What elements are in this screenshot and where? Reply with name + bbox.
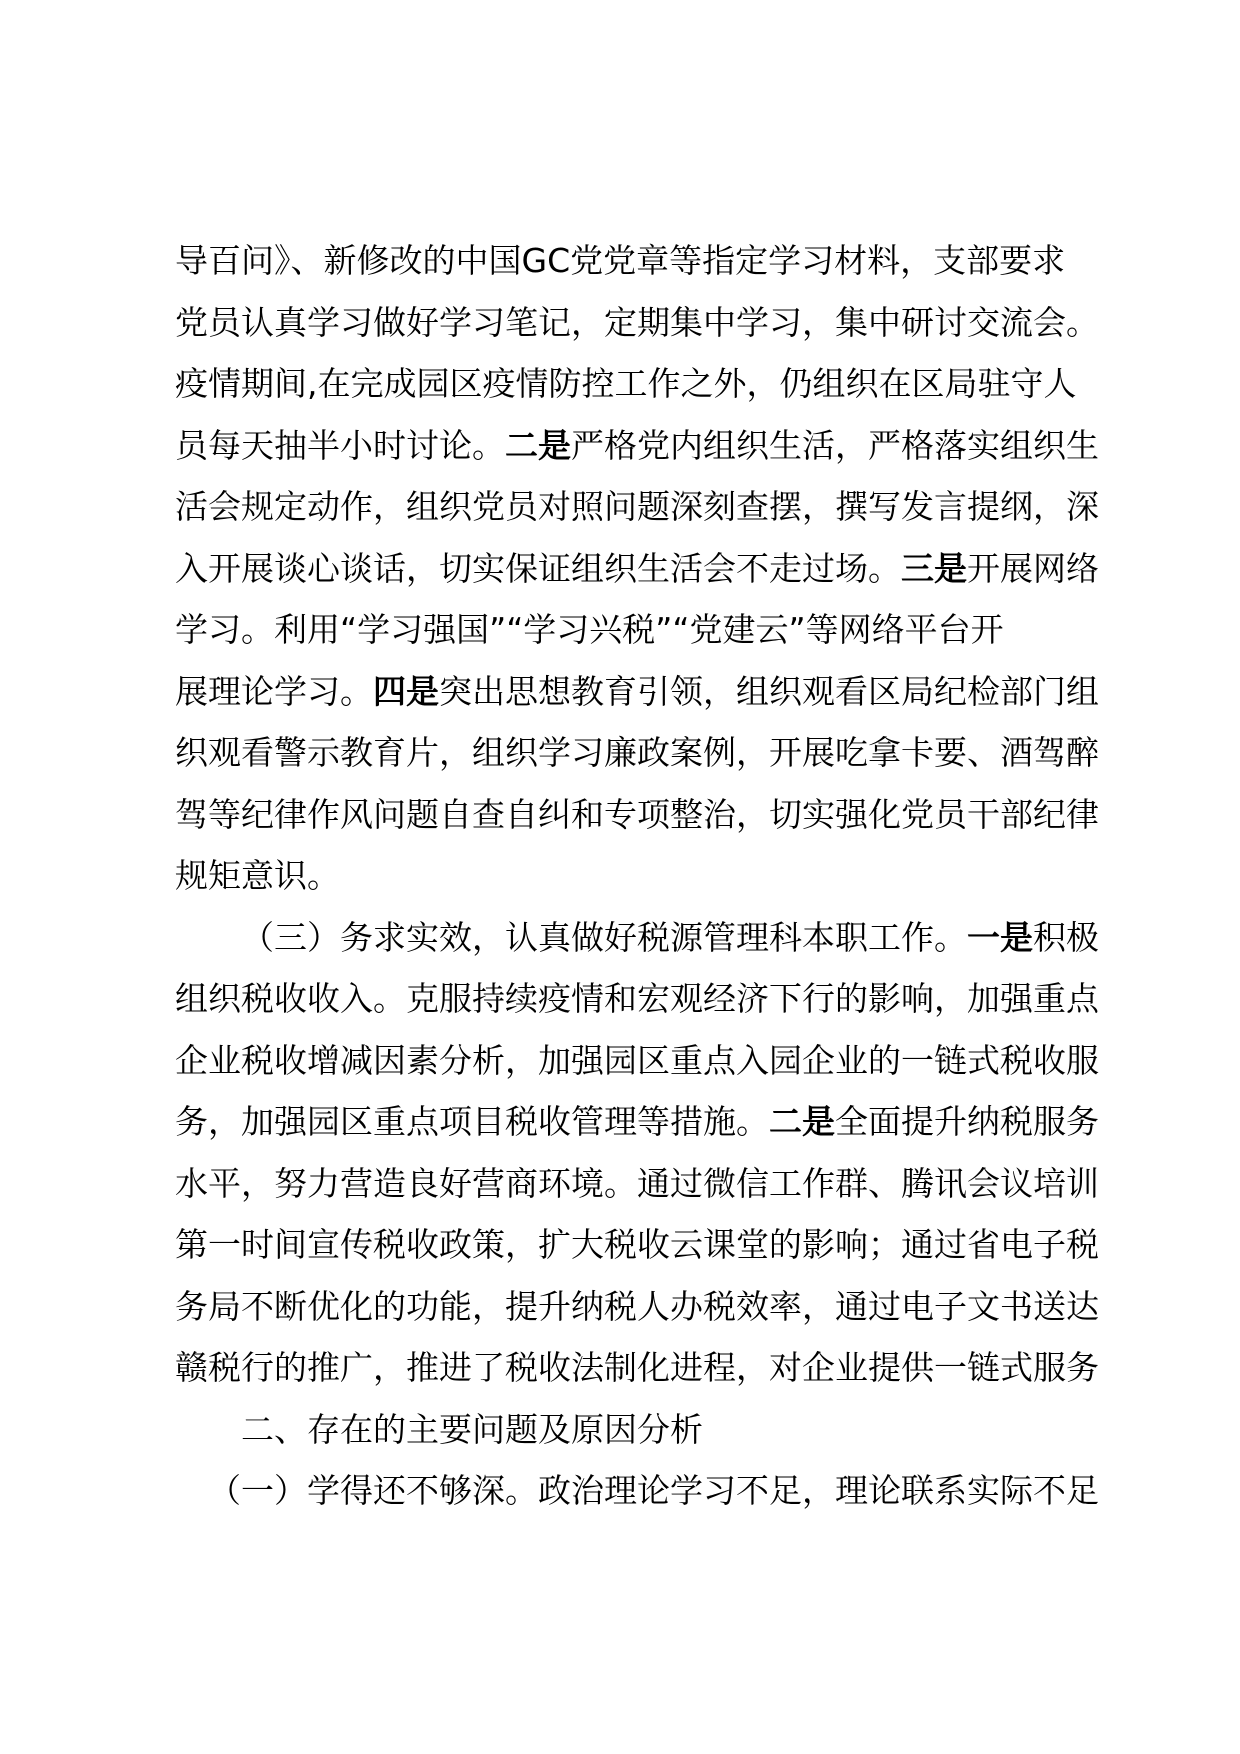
text-segment: 展理论学习。 [175, 671, 373, 711]
text-line [175, 845, 1105, 907]
text-line [175, 599, 1105, 661]
text-line [175, 1030, 1105, 1092]
text-line [175, 722, 1105, 784]
text-line [175, 476, 1105, 538]
text-segment: 导百问》、新修改的中国GC党党章等指定学习材料，支部要求 [175, 241, 1066, 280]
text-line [175, 1153, 1105, 1215]
text-line [175, 1337, 1105, 1399]
text-segment: 积极 [1033, 917, 1099, 957]
text-segment: 入开展谈心谈话，切实保证组织生活会不走过场。 [175, 548, 901, 588]
bold-lead-phrase: 三是 [901, 548, 967, 588]
text-line [175, 1460, 1105, 1522]
text-segment: 织观看警示教育片，组织学习廉政案例，开展吃拿卡要、酒驾醉 [175, 733, 1099, 772]
bold-lead-phrase: 二是 [769, 1102, 835, 1141]
text-segment: 第一时间宣传税收政策，扩大税收云课堂的影响；通过省电子税 [175, 1225, 1099, 1264]
text-segment: 组织税收收入。克服持续疫情和宏观经济下行的影响，加强重点 [175, 979, 1099, 1018]
text-segment: 疫情期间,在完成园区疫情防控工作之外，仍组织在区局驻守人 [175, 364, 1077, 403]
text-segment: 全面提升纳税服务 [835, 1102, 1099, 1141]
text-line [175, 1091, 1105, 1153]
text-line [175, 1276, 1105, 1338]
bold-lead-phrase: 一是 [967, 917, 1033, 957]
text-segment: 活会规定动作，组织党员对照问题深刻查摆，撰写发言提纲，深 [175, 487, 1099, 526]
text-segment: 驾等纪律作风问题自查自纠和专项整治，切实强化党员干部纪律 [175, 794, 1099, 834]
text-segment: 学习。利用“学习强国”“学习兴税”“党建云”等网络平台开 [175, 610, 1004, 649]
text-segment: 规矩意识。 [175, 856, 340, 895]
text-line [175, 292, 1105, 354]
text-line [175, 230, 1105, 292]
text-line [175, 661, 1105, 723]
text-segment: 员每天抽半小时讨论。 [175, 425, 505, 465]
text-line [175, 353, 1105, 415]
text-segment: 水平，努力营造良好营商环境。通过微信工作群、腾讯会议培训 [175, 1163, 1099, 1203]
text-segment: 务局不断优化的功能，提升纳税人办税效率，通过电子文书送达 [175, 1286, 1099, 1326]
text-segment: 二、存在的主要问题及原因分析 [241, 1409, 703, 1449]
text-line [175, 968, 1105, 1030]
text-segment: 务，加强园区重点项目税收管理等措施。 [175, 1102, 769, 1141]
text-segment: （三）务求实效，认真做好税源管理科本职工作。 [241, 917, 967, 957]
bold-lead-phrase: 四是 [373, 671, 439, 711]
text-segment: 开展网络 [967, 548, 1099, 588]
text-segment: （一）学得还不够深。政治理论学习不足，理论联系实际不足 [208, 1471, 1099, 1510]
text-segment: 严格党内组织生活，严格落实组织生 [571, 425, 1099, 465]
text-line [175, 538, 1105, 600]
text-segment: 党员认真学习做好学习笔记，定期集中学习，集中研讨交流会。 [175, 302, 1099, 342]
text-line [175, 907, 1105, 969]
text-segment: 突出思想教育引领，组织观看区局纪检部门组 [439, 671, 1099, 711]
text-line [175, 1214, 1105, 1276]
text-segment: 企业税收增减因素分析，加强园区重点入园企业的一链式税收服 [175, 1040, 1099, 1080]
text-line [175, 415, 1105, 477]
document-body [175, 230, 1105, 1522]
text-line [175, 784, 1105, 846]
bold-lead-phrase: 二是 [505, 425, 571, 465]
text-line [175, 1399, 1105, 1461]
text-segment: 赣税行的推广，推进了税收法制化进程，对企业提供一链式服务 [175, 1348, 1099, 1387]
